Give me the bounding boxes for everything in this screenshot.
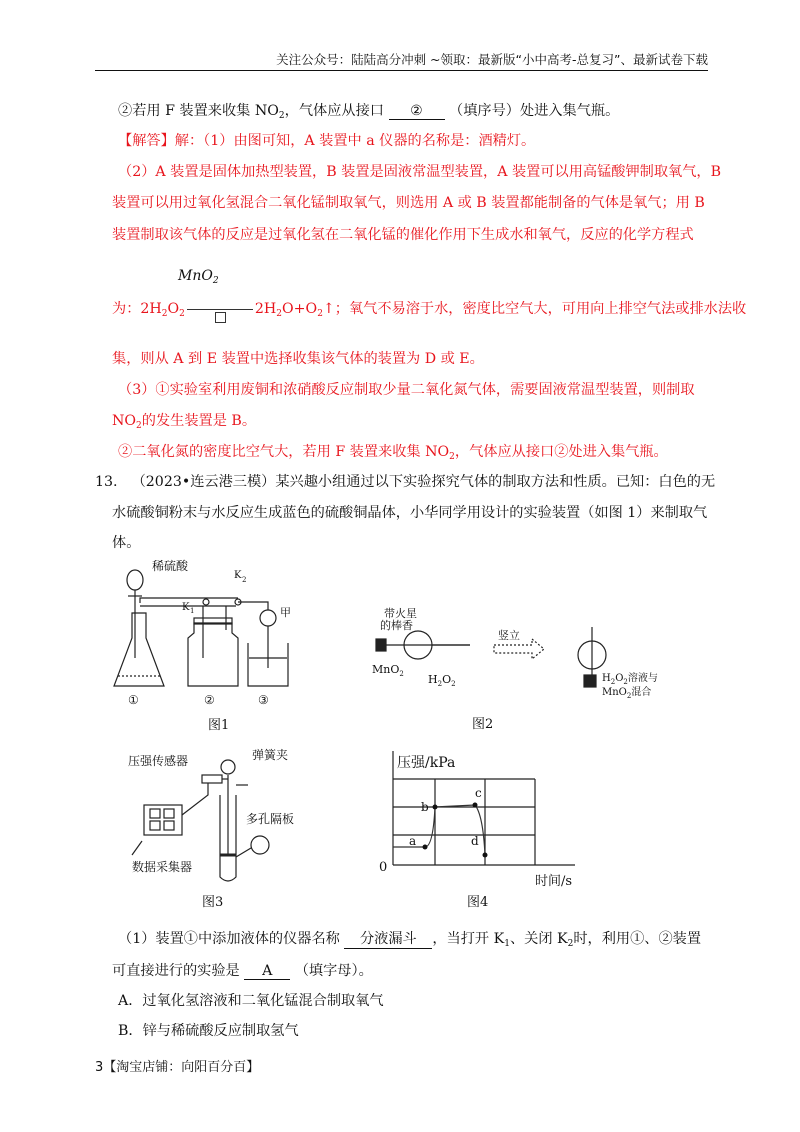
answer-line-6: 集，则从 A 到 E 装置中选择收集该气体的装置为 D 或 E。	[112, 351, 484, 367]
answer-equation-line: 为：$2H_2O_2$ $2H_2O+O_2↑$；氧气不易溶于水，密度比空气大，可用向上排空气法或排水法收	[112, 298, 746, 319]
label-glowing-stick: 带火星	[384, 607, 417, 620]
label-spring-clamp: 弹簧夹	[252, 748, 289, 762]
svg-text:2: 2	[242, 576, 247, 584]
point-d-label: d	[471, 834, 479, 848]
figure-2-caption: 图2	[472, 717, 494, 732]
answer-line-2: （2）A 装置是固体加热型装置，B 装置是固液常温型装置，A 装置可以用高锰酸钾制取氧气，B	[118, 164, 722, 180]
option-b: B．锌与稀硫酸反应制取氢气	[118, 1023, 299, 1039]
catalyst-label: MnO$_2$	[178, 268, 219, 286]
svg-text:MnO2: MnO$_2$	[372, 663, 404, 678]
q13-line-2: 水硫酸铜粉末与水反应生成蓝色的硫酸铜晶体，小华同学用设计的实验装置（如图 1）来制取气	[112, 505, 708, 521]
answer-line-8: $NO_2$的发生装置是 B。	[112, 413, 257, 431]
figure-4	[375, 745, 615, 910]
answer-line-7: （3）①实验室利用废铜和浓硝酸反应制取少量二氧化氮气体，需要固液常温型装置，则制取	[118, 382, 695, 398]
label-k2: K	[234, 570, 242, 581]
label-upright: 竖立	[498, 629, 520, 642]
q12-part3-2: ②若用 F 装置来收集 $NO_2$，气体应从接口 ② （填序号）处进入集气瓶。	[118, 103, 620, 121]
x-axis-label: 时间/s	[535, 874, 573, 889]
label-k1: K	[182, 602, 190, 613]
svg-text:MnO2混合: MnO$_2$混合	[602, 687, 652, 700]
q13-1-line-1: （1）装置①中添加液体的仪器名称 分液漏斗 ，当打开 $K_1$、关闭 $K_2$时，利用①、②装置	[118, 928, 701, 949]
figure-3	[128, 745, 338, 910]
label-apparatus-3: ③	[258, 693, 269, 707]
figure-2	[370, 605, 660, 735]
header-divider	[95, 70, 708, 71]
label-porous-plate: 多孔隔板	[246, 812, 295, 826]
answer-line-3: 装置可以用过氧化氢混合二氧化锰制取氧气，则选用 A 或 B 装置都能制备的气体是氧气；用 B	[112, 195, 705, 211]
answer-line-1: 【解答】解：（1）由图可知，A 装置中 a 仪器的名称是：酒精灯。	[118, 133, 536, 149]
figure-4-caption: 图4	[467, 895, 489, 910]
header-text: 关注公众号：陆陆高分冲刺 ~领取：最新版“小中高考-总复习”、最新试卷下载	[276, 52, 708, 67]
answer-blank-choice: A	[244, 963, 290, 980]
label-apparatus-2: ②	[204, 693, 215, 707]
point-a-label: a	[409, 834, 417, 848]
answer-blank-instrument: 分液漏斗	[344, 928, 432, 949]
q13-line-1: 13. （2023•连云港三模）某兴趣小组通过以下实验探究气体的制取方法和性质。已知：白色的无	[95, 474, 716, 490]
figure-3-caption: 图3	[202, 895, 224, 910]
point-c-label: c	[475, 786, 482, 800]
label-incense: 的棒香	[380, 619, 413, 632]
answer-label: 【解答】	[118, 133, 175, 149]
svg-text:H2O2: $H_2O_2$	[428, 673, 456, 688]
answer-line-9: ②二氧化氮的密度比空气大，若用 F 装置来收集 $NO_2$，气体应从接口②处进入集气瓶。	[118, 444, 668, 462]
answer-blank: ②	[389, 103, 445, 120]
svg-text:1: 1	[190, 607, 195, 615]
label-apparatus-1: ①	[128, 693, 139, 707]
label-pressure-sensor: 压强传感器	[128, 754, 189, 768]
oxygen-test-diagram	[370, 605, 660, 705]
y-axis-label: 压强/kPa	[397, 755, 456, 771]
label-data-collector: 数据采集器	[132, 860, 193, 874]
point-b-label: b	[421, 800, 429, 814]
label-dilute-acid: 稀硫酸	[152, 559, 189, 573]
reaction-condition	[185, 301, 255, 315]
q13-1-line-2: 可直接进行的实验是 A （填字母）。	[112, 963, 373, 979]
label-jia: 甲	[280, 606, 291, 619]
figure-1	[108, 558, 323, 733]
pressure-setup-diagram	[128, 745, 338, 885]
origin-label: 0	[379, 860, 388, 875]
pressure-time-graph	[375, 745, 615, 890]
footer-text: 3【淘宝店铺：向阳百分百】	[95, 1060, 260, 1075]
figure-1-caption: 图1	[208, 718, 230, 733]
answer-line-4: 装置制取该气体的反应是过氧化氢在二氧化锰的催化作用下生成水和氧气，反应的化学方程式	[112, 227, 694, 243]
svg-text:H2O2溶液与: $H_2O_2$溶液与	[602, 673, 658, 686]
option-a: A．过氧化氢溶液和二氧化锰混合制取氧气	[118, 993, 384, 1009]
question-number: 13.	[95, 474, 118, 490]
q13-line-3: 体。	[112, 535, 141, 551]
apparatus-diagram	[108, 558, 323, 708]
